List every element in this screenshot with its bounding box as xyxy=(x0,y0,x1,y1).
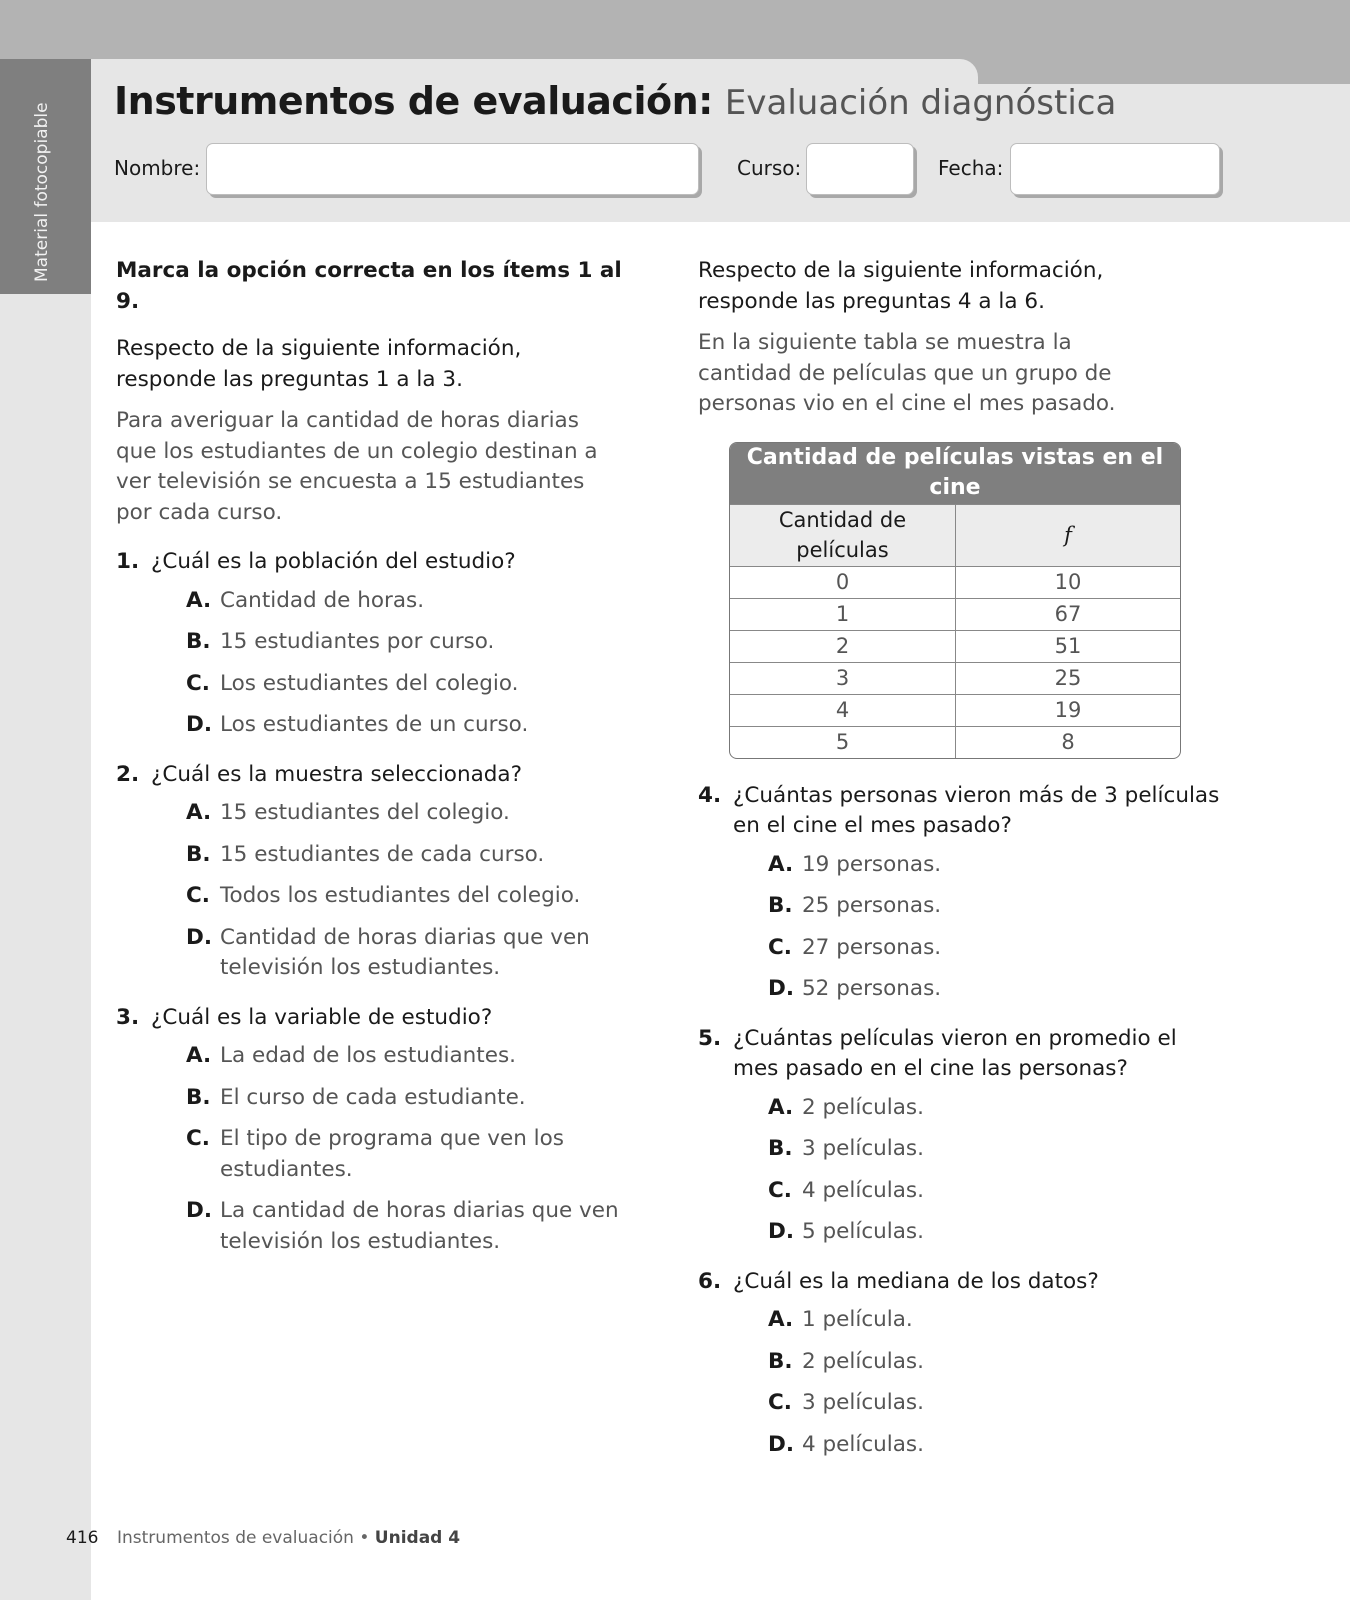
question-text: ¿Cuántas películas vieron en promedio el mes pasado en el cine las personas? xyxy=(733,1025,1177,1081)
fecha-label: Fecha: xyxy=(938,156,1004,180)
option-text: El curso de cada estudiante. xyxy=(220,1084,526,1110)
table-row xyxy=(730,662,1180,694)
table-row xyxy=(730,566,1180,598)
option-letter: C. xyxy=(768,934,792,960)
option-text: 3 películas. xyxy=(802,1136,924,1161)
context-text: Para averiguar la cantidad de horas diarias que los estudiantes de un colegio destinan a ver televisión se encuesta a 15 estudiantes por cada curso. xyxy=(116,408,598,525)
answer-option[interactable] xyxy=(186,798,636,829)
answer-option[interactable] xyxy=(186,840,636,871)
question-number: 6. xyxy=(698,1268,722,1294)
answer-option[interactable] xyxy=(186,710,636,741)
table-cell: 4 xyxy=(730,694,955,726)
nombre-label: Nombre: xyxy=(114,156,201,180)
table-cell: 10 xyxy=(955,566,1180,598)
right-column xyxy=(698,256,1228,1471)
option-letter: B. xyxy=(768,1136,793,1161)
table-row xyxy=(730,630,1180,662)
answer-option[interactable] xyxy=(186,923,636,984)
answer-option[interactable] xyxy=(768,1388,1228,1419)
page-number: 416 xyxy=(66,1528,99,1548)
answer-option[interactable] xyxy=(768,1217,1228,1248)
option-text: 2 películas. xyxy=(802,1094,924,1120)
option-letter: C. xyxy=(186,883,210,908)
question-text: ¿Cuál es la variable de estudio? xyxy=(151,1004,493,1030)
answer-option[interactable] xyxy=(768,850,1228,881)
question-text: ¿Cuál es la población del estudio? xyxy=(151,549,516,574)
table-row xyxy=(730,598,1180,630)
table-header-cell: f xyxy=(955,504,1180,566)
option-letter: D. xyxy=(768,1219,795,1244)
option-text: 19 personas. xyxy=(802,851,942,877)
answer-option[interactable] xyxy=(768,1430,1228,1461)
option-letter: C. xyxy=(186,670,210,696)
lead-text: Respecto de la siguiente información, responde las preguntas 1 a la 3. xyxy=(116,336,522,392)
option-letter: B. xyxy=(186,629,211,654)
option-list xyxy=(116,1041,636,1257)
context-text: En la siguiente tabla se muestra la cantidad de películas que un grupo de personas vio en el cine el mes pasado. xyxy=(698,330,1116,416)
answer-option[interactable] xyxy=(186,1124,636,1185)
answer-option[interactable] xyxy=(768,933,1228,964)
option-text: 4 películas. xyxy=(802,1431,924,1457)
option-letter: A. xyxy=(768,851,794,877)
option-letter: B. xyxy=(768,893,793,918)
option-text: La edad de los estudiantes. xyxy=(220,1043,516,1068)
option-letter: D. xyxy=(186,924,213,950)
option-text: La cantidad de horas diarias que ven televisión los estudiantes. xyxy=(220,1198,619,1254)
option-letter: C. xyxy=(768,1177,792,1203)
question-number: 1. xyxy=(116,549,140,574)
table-cell: 8 xyxy=(955,726,1180,758)
table-header-cell: Cantidad de películas xyxy=(730,504,955,566)
question-text: ¿Cuál es la mediana de los datos? xyxy=(733,1268,1099,1294)
footer-text xyxy=(117,1528,460,1548)
option-list xyxy=(698,1093,1228,1248)
option-letter: D. xyxy=(768,1431,795,1457)
option-letter: A. xyxy=(768,1307,794,1332)
table-cell: 25 xyxy=(955,662,1180,694)
fecha-field[interactable] xyxy=(1010,143,1220,195)
question-number: 3. xyxy=(116,1004,140,1030)
answer-option[interactable] xyxy=(768,1305,1228,1336)
option-letter: B. xyxy=(186,1084,211,1110)
option-list xyxy=(116,798,636,984)
question xyxy=(116,1003,636,1034)
title-bold: Instrumentos de evaluación: xyxy=(114,79,713,123)
answer-option[interactable] xyxy=(186,1083,636,1114)
question-list xyxy=(116,547,636,1257)
option-letter: D. xyxy=(768,976,795,1001)
option-letter: C. xyxy=(768,1390,792,1415)
option-text: Todos los estudiantes del colegio. xyxy=(220,883,581,908)
option-text: El tipo de programa que ven los estudiantes. xyxy=(220,1126,564,1182)
question-number: 4. xyxy=(698,782,722,808)
curso-label: Curso: xyxy=(737,156,802,180)
option-text: 25 personas. xyxy=(802,893,942,918)
answer-option[interactable] xyxy=(768,1093,1228,1124)
answer-option[interactable] xyxy=(768,891,1228,922)
option-list xyxy=(698,850,1228,1005)
question-text: ¿Cuántas personas vieron más de 3 películas en el cine el mes pasado? xyxy=(733,782,1220,838)
option-letter: B. xyxy=(186,841,211,867)
table-row xyxy=(730,726,1180,758)
option-text: 27 personas. xyxy=(802,934,942,960)
answer-option[interactable] xyxy=(186,1041,636,1072)
option-letter: A. xyxy=(186,1043,212,1068)
page-title xyxy=(114,78,1116,126)
table-cell: 5 xyxy=(730,726,955,758)
question-number: 5. xyxy=(698,1025,722,1051)
option-text: Cantidad de horas diarias que ven televisión los estudiantes. xyxy=(220,924,590,980)
answer-option[interactable] xyxy=(768,974,1228,1005)
option-text: 15 estudiantes por curso. xyxy=(220,629,495,654)
question xyxy=(116,547,636,578)
nombre-field[interactable] xyxy=(206,143,699,195)
question xyxy=(698,1267,1228,1298)
title-subtitle: Evaluación diagnóstica xyxy=(724,83,1117,123)
table-cell: 51 xyxy=(955,630,1180,662)
question xyxy=(116,760,636,791)
table-cell: 0 xyxy=(730,566,955,598)
table-cell: 3 xyxy=(730,662,955,694)
question-text: ¿Cuál es la muestra seleccionada? xyxy=(151,761,522,787)
option-text: 52 personas. xyxy=(802,976,942,1001)
curso-field[interactable] xyxy=(806,143,914,195)
answer-option[interactable] xyxy=(768,1347,1228,1378)
question-list xyxy=(698,781,1228,1461)
table-caption: Cantidad de películas vistas en el cine xyxy=(730,443,1180,504)
table-cell: 19 xyxy=(955,694,1180,726)
option-list xyxy=(698,1305,1228,1460)
answer-option[interactable] xyxy=(186,586,636,617)
option-text: 5 películas. xyxy=(802,1219,924,1244)
answer-option[interactable] xyxy=(768,1134,1228,1165)
option-text: 2 películas. xyxy=(802,1348,924,1374)
option-letter: A. xyxy=(768,1094,794,1120)
lead-text: Respecto de la siguiente información, responde las preguntas 4 a la 6. xyxy=(698,258,1104,314)
option-letter: D. xyxy=(186,712,213,737)
answer-option[interactable] xyxy=(186,1196,636,1257)
answer-option[interactable] xyxy=(768,1176,1228,1207)
option-text: 15 estudiantes del colegio. xyxy=(220,800,510,825)
table-row xyxy=(730,694,1180,726)
option-text: Los estudiantes del colegio. xyxy=(220,670,519,696)
footer-separator: • xyxy=(353,1528,375,1548)
left-column xyxy=(116,256,636,1268)
option-text: 4 películas. xyxy=(802,1177,924,1203)
option-letter: A. xyxy=(186,587,212,613)
option-letter: A. xyxy=(186,800,212,825)
table-cell: 1 xyxy=(730,598,955,630)
option-letter: B. xyxy=(768,1348,793,1374)
footer-unit: Unidad 4 xyxy=(374,1528,461,1548)
answer-option[interactable] xyxy=(186,627,636,658)
side-label: Material fotocopiable xyxy=(32,102,52,282)
footer-title: Instrumentos de evaluación xyxy=(117,1528,354,1548)
option-text: 1 película. xyxy=(802,1307,913,1332)
option-text: Cantidad de horas. xyxy=(220,587,425,613)
option-letter: D. xyxy=(186,1198,213,1223)
table-cell: 2 xyxy=(730,630,955,662)
option-text: 15 estudiantes de cada curso. xyxy=(220,841,545,867)
option-list xyxy=(116,586,636,741)
question xyxy=(698,1024,1228,1085)
option-letter: C. xyxy=(186,1126,210,1151)
answer-option[interactable] xyxy=(186,881,636,912)
table-cell: 67 xyxy=(955,598,1180,630)
instruction: Marca la opción correcta en los ítems 1 al 9. xyxy=(116,258,622,314)
frequency-table xyxy=(729,442,1181,759)
question-number: 2. xyxy=(116,761,140,787)
answer-option[interactable] xyxy=(186,669,636,700)
question xyxy=(698,781,1228,842)
option-text: 3 películas. xyxy=(802,1390,924,1415)
option-text: Los estudiantes de un curso. xyxy=(220,712,529,737)
